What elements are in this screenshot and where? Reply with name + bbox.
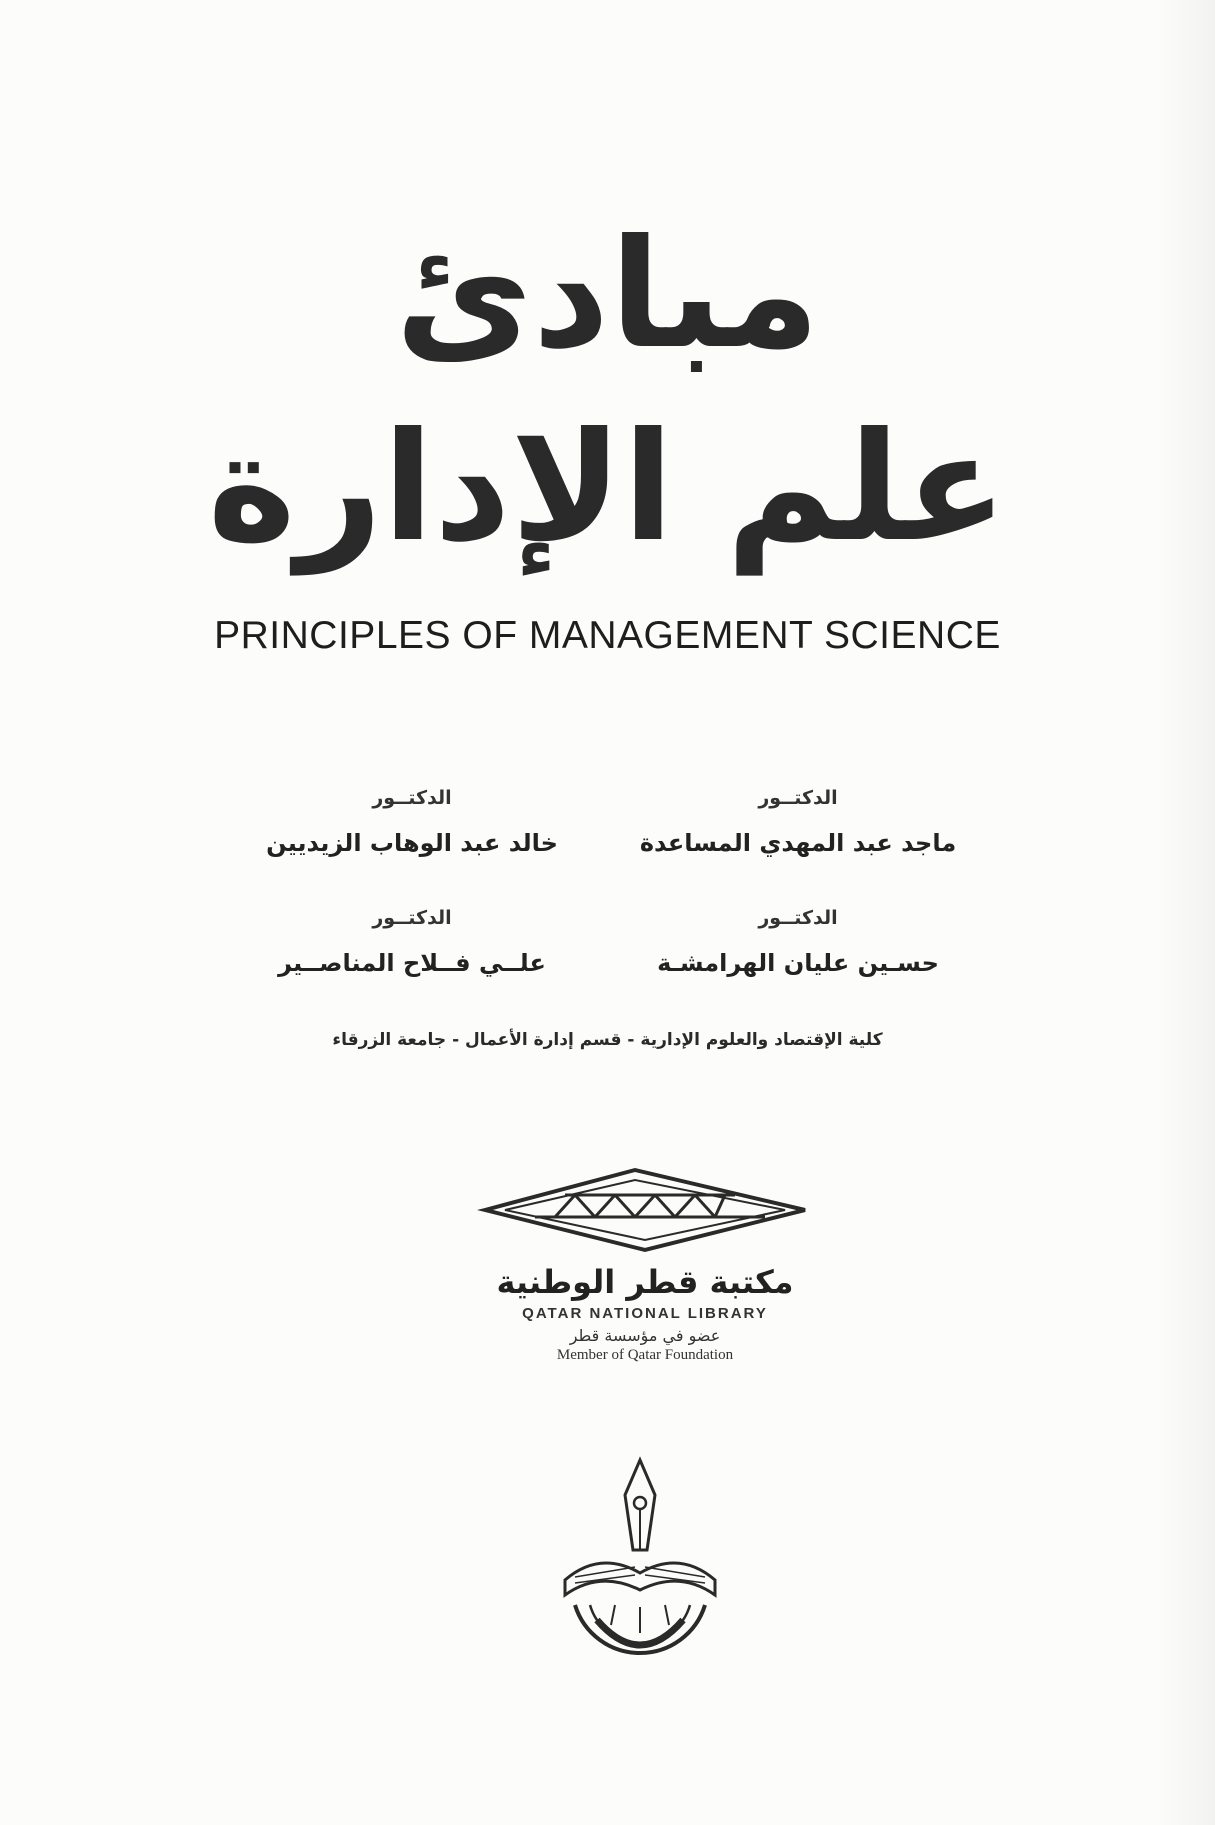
title-english: PRINCIPLES OF MANAGEMENT SCIENCE xyxy=(214,614,1001,657)
author-4-name: علــي فــلاح المناصــير xyxy=(278,949,546,977)
faculty-line: كلية الإقتصاد والعلوم الإدارية - قسم إدارة الأعمال - جامعة الزرقاء xyxy=(332,1030,883,1050)
author-2-name: خالد عبد الوهاب الزيديين xyxy=(266,829,558,857)
author-1-label: الدكتــور xyxy=(758,787,838,809)
library-stamp xyxy=(470,1165,820,1395)
member-english: Member of Qatar Foundation xyxy=(556,1347,734,1363)
author-2-label: الدكتــور xyxy=(372,787,452,809)
author-3-name: حسـين عليان الهرامشـة xyxy=(657,949,939,977)
author-2 xyxy=(222,783,602,859)
author-4 xyxy=(222,903,602,979)
title-arabic-line2: علم الإدارة xyxy=(207,401,1008,575)
author-1 xyxy=(608,783,988,859)
library-name-english: QATAR NATIONAL LIBRARY xyxy=(522,1305,768,1322)
library-name-arabic: مكتبة قطر الوطنية xyxy=(496,1263,794,1301)
member-arabic: عضو في مؤسسة قطر xyxy=(569,1326,721,1345)
author-3 xyxy=(608,903,988,979)
bridge-icon xyxy=(470,1165,820,1255)
publisher-logo xyxy=(555,1455,725,1685)
author-4-label: الدكتــور xyxy=(372,907,452,929)
author-3-label: الدكتــور xyxy=(758,907,838,929)
author-1-name: ماجد عبد المهدي المساعدة xyxy=(639,829,957,857)
title-arabic-line1: مبادئ xyxy=(395,208,820,382)
pen-book-emblem-icon xyxy=(555,1670,725,1689)
